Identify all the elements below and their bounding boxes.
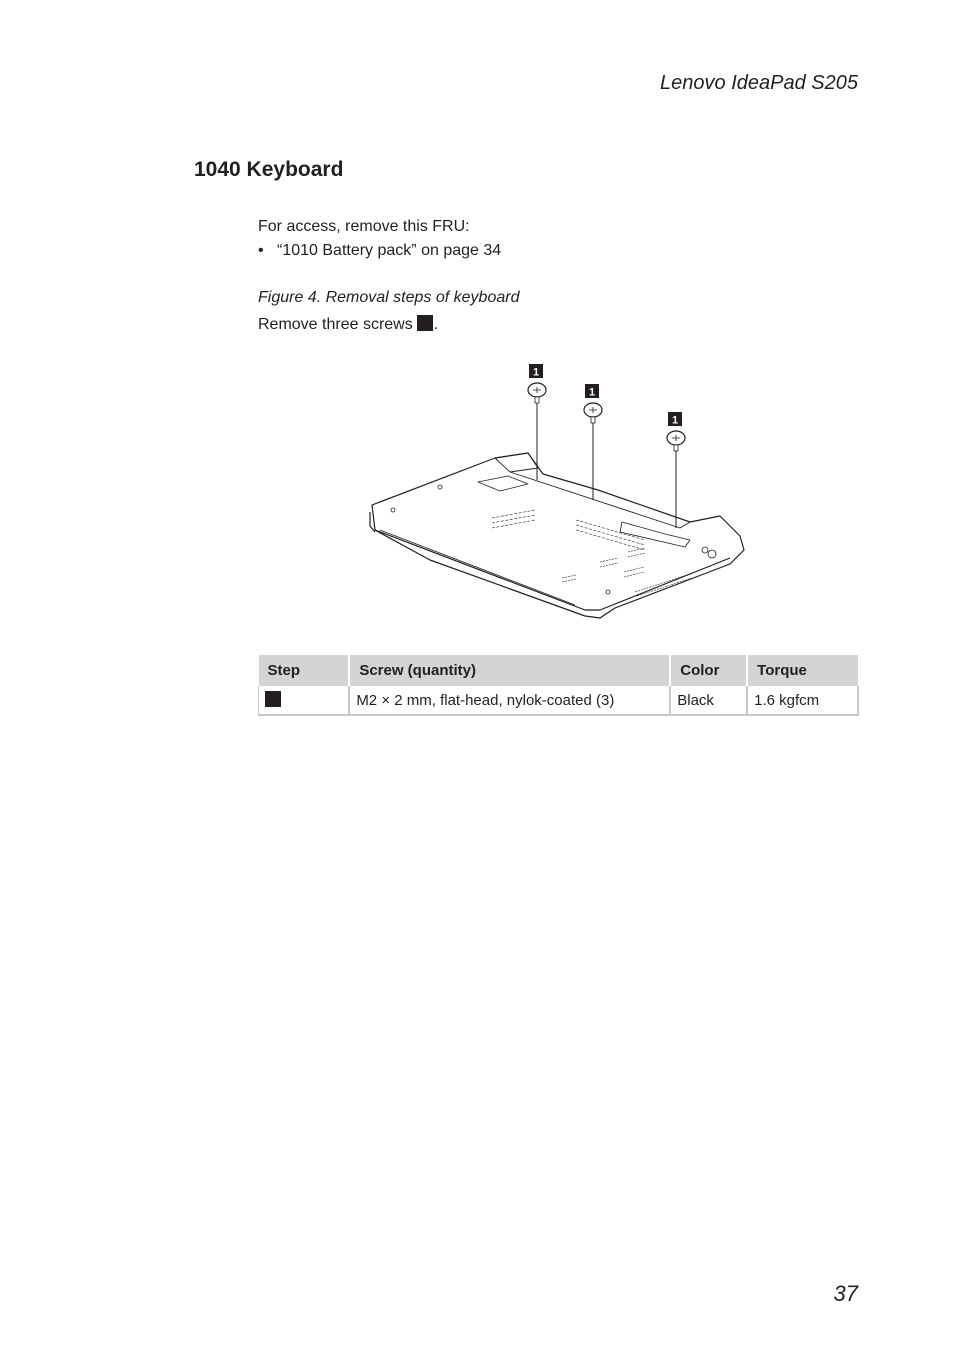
section-title: 1040 Keyboard [194,158,344,181]
list-item [258,242,501,260]
running-header: Lenovo IdeaPad S205 [660,72,858,94]
figure-caption: Figure 4. Removal steps of keyboard [258,289,520,306]
access-intro: For access, remove this FRU: [258,218,470,235]
column-header-step: Step [259,655,350,686]
column-header-color: Color [670,655,747,686]
screw-icon [528,383,546,403]
step-1-marker [417,315,433,331]
bullet: • [258,242,264,259]
torque-cell: 1.6 kgfcm [747,686,858,715]
fru-reference-link[interactable]: “1010 Battery pack” on page 34 [277,242,502,259]
laptop-base-outline [372,453,744,618]
instruction-text: Remove three screws [258,316,413,333]
callout-label: 1 [671,414,679,427]
instruction-end: . [433,316,439,333]
column-header-screw: Screw (quantity) [349,655,670,686]
screw-cell: M2 × 2 mm, flat-head, nylok-coated (3) [349,686,670,715]
callout-label: 1 [588,386,596,399]
battery-bay [495,453,538,472]
callout-label: 1 [532,366,540,379]
table-header-row [259,655,859,686]
page-number: 37 [833,1281,858,1306]
color-cell: Black [670,686,747,715]
screw-icon [667,431,685,451]
screw-icon [584,403,602,423]
table-row [259,686,859,715]
access-panel [620,522,690,547]
laptop-bottom-illustration [360,360,760,630]
screw-spec-table [258,655,859,716]
step-1-marker [265,691,281,707]
step-cell [259,686,350,715]
column-header-torque: Torque [747,655,858,686]
instruction [258,315,438,334]
